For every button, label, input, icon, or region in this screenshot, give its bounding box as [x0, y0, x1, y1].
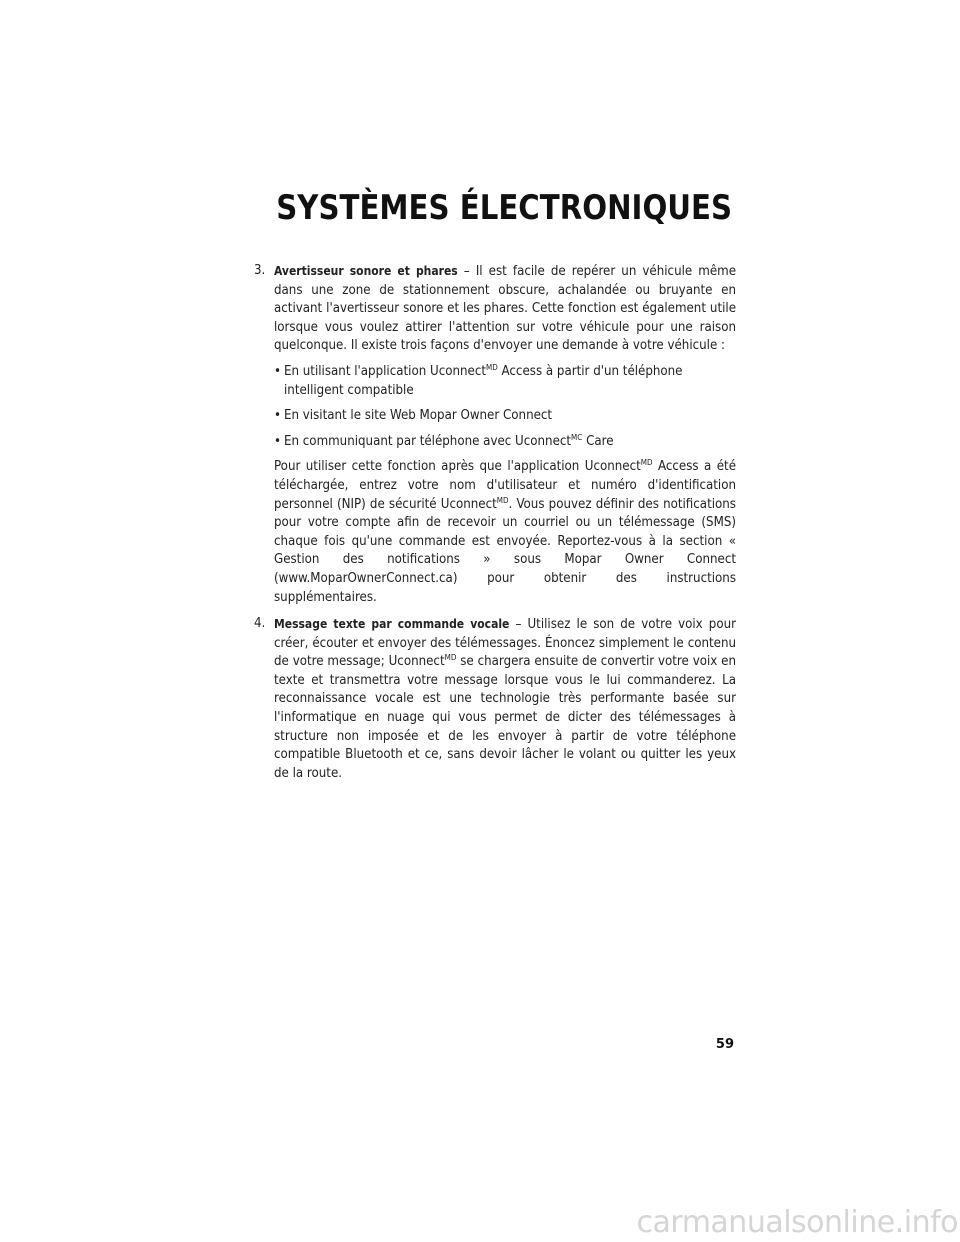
- item-number: 3.: [254, 263, 266, 278]
- item-paragraph-2: Pour utiliser cette fonction après que l'application Uconnect$^{MD}$ Access a été téléchargée, entrez votre nom d'utilisateur et numéro d'identification personnel (NIP) de sécurité Uconnect$^{MD}$. Vous pouvez définir des notifications pour votre compte afin de recevoir un courriel ou un télémessage (SMS) chaque fois qu'une commande est envoyée. Reportez-vous à la section « Gestion des notifications » sous Mopar Owner Connect (www.MoparOwnerConnect.ca) pour obtenir des instructions supplémentaires.: [274, 458, 737, 605]
- item-lead: Message texte par commande vocale: [274, 617, 510, 632]
- page-number: 59: [715, 1037, 734, 1052]
- item-lead: Avertisseur sonore et phares: [274, 264, 458, 278]
- bullet-item: • En visitant le site Web Mopar Owner Connect: [274, 407, 736, 426]
- bullet-list: [274, 363, 736, 451]
- bullet-dot: •: [274, 433, 281, 449]
- item-paragraph: Message texte par commande vocale – Utilisez le son de votre voix pour créer, écouter et envoyer des télémessages. Énoncez simplement le contenu de votre message; Uconnect$^{MD}$ se chargera ensuite de convertir votre voix en texte et transmettra votre message lorsque vous le lui commanderez. La reconnaissance vocale est une technologie très performante basée sur l'informatique en nuage qui vous permet de dicter des télémessages à structure non imposée et de les envoyer à partir de votre téléphone compatible Bluetooth et ce, sans devoir lâcher le volant ou quitter les yeux de la route.: [274, 617, 736, 781]
- page-title: SYSTÈMES ÉLECTRONIQUES: [276, 188, 732, 228]
- list-item-4: [254, 615, 736, 783]
- bullet-item: • En communiquant par téléphone avec Uconnect$^{MC}$ Care: [274, 433, 736, 452]
- bullet-dot: •: [274, 408, 281, 424]
- item-number: 4.: [254, 616, 266, 632]
- bullet-item: • En utilisant l'application Uconnect$^{MD}$ Access à partir d'un téléphone intelligent compatible: [274, 362, 683, 398]
- item-paragraph: [274, 262, 736, 356]
- list-item-3: [254, 262, 736, 607]
- bullet-dot: •: [274, 363, 281, 379]
- watermark-logo[interactable]: carmanualsonline.info: [636, 1205, 958, 1240]
- document-body: [254, 262, 736, 791]
- item-text: – Il est facile de repérer un véhicule même dans une zone de stationnement obscure, achalandée ou bruyante en activant l'avertisseur sonore et les phares. Cette fonction est également utile lorsque vous voulez attirer l'attention sur votre véhicule pour une raison quelconque. Il existe trois façons d'envoyer une demande à votre véhicule :: [274, 264, 736, 354]
